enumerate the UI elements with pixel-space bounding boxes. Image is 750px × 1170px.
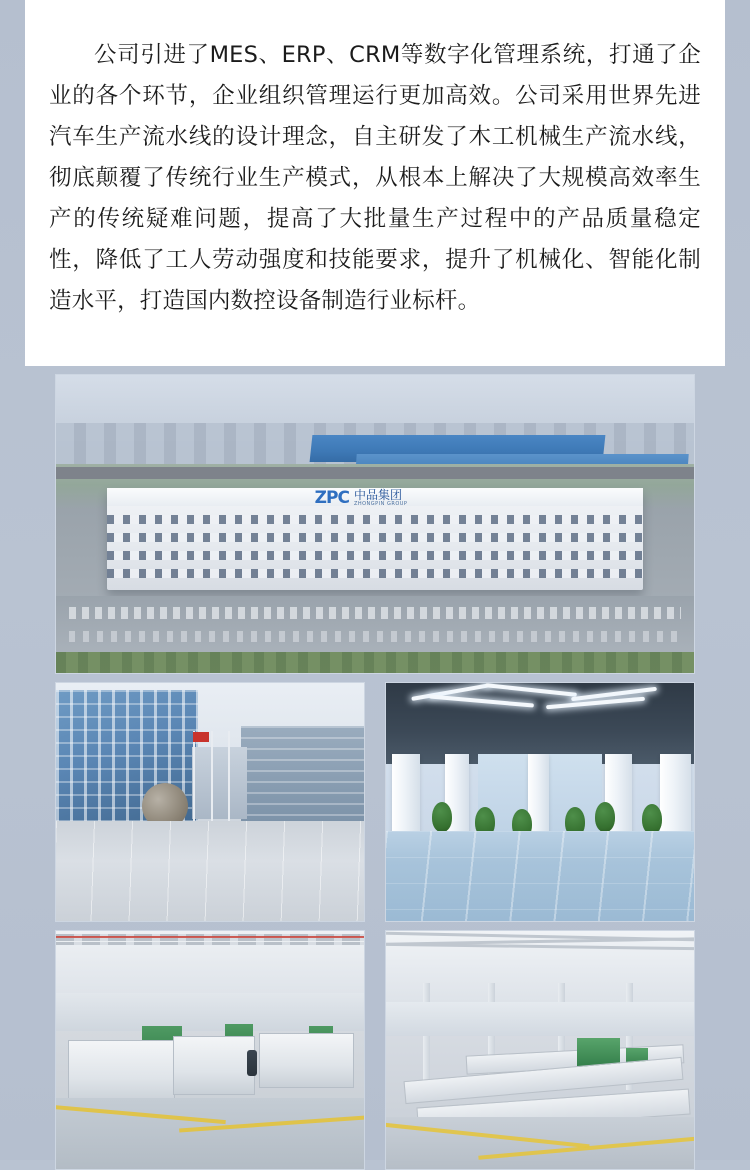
ceiling-light-strip (546, 697, 645, 710)
plaza-pavement (56, 821, 364, 921)
ceiling-light-strip (485, 683, 577, 697)
support-pillar (423, 983, 430, 1090)
ceiling-light-strip (429, 695, 534, 708)
workshop-roof (56, 931, 364, 993)
access-road (56, 467, 694, 479)
company-description-paragraph: 公司引进了MES、ERP、CRM等数字化管理系统，打通了企业的各个环节，企业组织管理运行更加高效。公司采用世界先进汽车生产流水线的设计理念，自主研发了木工机械生产流水线，彻底颠覆了传统行业生产模式，从根本上解决了大规模高效率生产的传统疑难问题，提高了大批量生产过程中的产品质量稳定性，降低了工人劳动强度和技能要求，提升了机械化、智能化制造水平，打造国内数控设备制造行业标杆。 (49, 41, 701, 314)
cnc-machine (68, 1040, 175, 1104)
photo-cnc-workshop (55, 930, 365, 1170)
gallery-row-lower (55, 930, 695, 1170)
flagpole (228, 731, 230, 821)
parked-cars-row (69, 607, 681, 619)
window-row (107, 569, 643, 578)
factory-photo-gallery (25, 374, 725, 1170)
cnc-machine (259, 1033, 353, 1087)
cnc-machine (173, 1036, 255, 1095)
gallery-row-upper (55, 682, 695, 922)
building-logo (311, 487, 497, 508)
logo-mark-text: ZPC (314, 487, 349, 508)
photo-office-plaza (55, 682, 365, 922)
logo-company-name: 中品集团 ZHONGPIN GROUP (353, 487, 408, 507)
logo-company-subtitle: ZHONGPIN GROUP (353, 500, 408, 507)
roof-truss (56, 942, 364, 945)
window-row (107, 551, 643, 560)
dark-ceiling (386, 683, 694, 764)
parked-cars-row (69, 631, 681, 642)
national-flag (193, 732, 209, 742)
company-description-card (25, 0, 725, 366)
worker-figure (247, 1050, 257, 1076)
workshop-wall (386, 1002, 694, 1035)
roof-truss (56, 938, 364, 941)
right-office-block (241, 726, 364, 821)
workshop-roof (386, 931, 694, 1002)
photo-lobby-corridor (385, 682, 695, 922)
window-row (107, 515, 643, 524)
window-row (107, 533, 643, 542)
flagpole (211, 731, 213, 821)
flagpole-group (188, 731, 237, 821)
main-office-building (107, 488, 643, 589)
flagpole (193, 731, 195, 821)
hedge-row (56, 652, 694, 673)
polished-floor (386, 831, 694, 921)
photo-assembly-line (385, 930, 695, 1170)
photo-aerial-campus (55, 374, 695, 674)
roof-beam (386, 943, 694, 950)
